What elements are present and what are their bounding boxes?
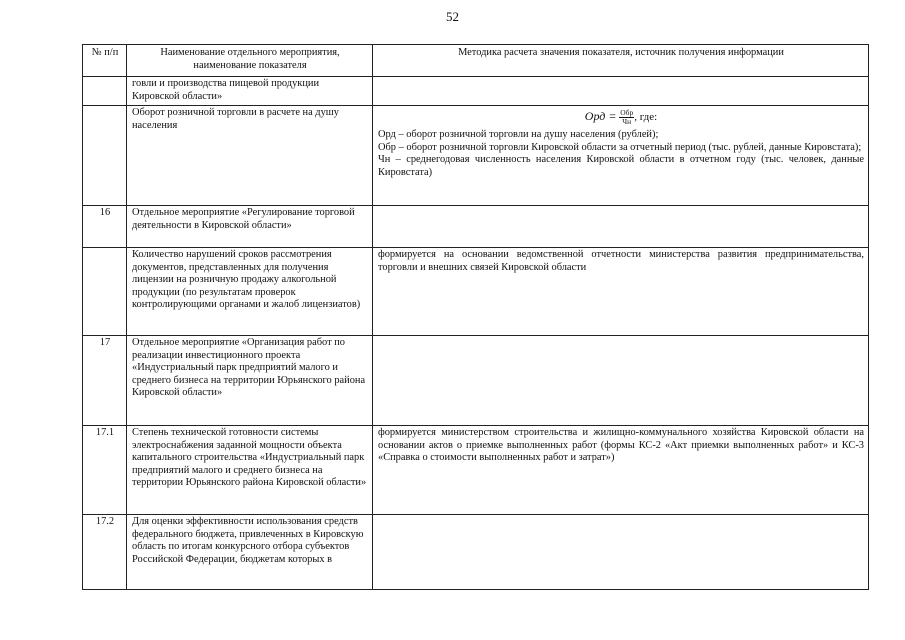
- row-name: Оборот розничной торговли в расчете на душу населения: [127, 106, 373, 206]
- row-method: [373, 106, 869, 206]
- formula-definition: Чн – среднегодовая численность населения Кировской области в отчетном году (тыс. человек, данные Кировстата): [378, 154, 864, 178]
- row-num: 17.2: [83, 515, 127, 590]
- row-num: 17: [83, 336, 127, 426]
- table-row: [83, 106, 869, 206]
- page-number: 52: [446, 9, 459, 24]
- formula-fraction: [619, 109, 634, 126]
- header-name: Наименование отдельного мероприятия, наименование показателя: [127, 45, 373, 77]
- header-num: № п/п: [83, 45, 127, 77]
- table-header-row: [83, 45, 869, 77]
- row-name: Отдельное мероприятие «Организация работ по реализации инвестиционного проекта «Индустриальный парк предприятий малого и среднего бизнеса на территории Юрьянского района Кировской области»: [127, 336, 373, 426]
- table-row: [83, 515, 869, 590]
- row-method: формируется на основании ведомственной отчетности министерства развития предпринимательства, торговли и внешних связей Кировской области: [373, 248, 869, 336]
- formula-suffix: , где:: [634, 111, 658, 124]
- formula-lhs: Орд =: [584, 109, 617, 124]
- formula-definition: Обр – оборот розничной торговли Кировской области за отчетный период (тыс. рублей, данные Кировстата);: [378, 141, 862, 153]
- header-method: Методика расчета значения показателя, источник получения информации: [373, 45, 869, 77]
- formula-definition: Орд – оборот розничной торговли на душу населения (рублей);: [378, 129, 659, 140]
- row-num: [83, 77, 127, 106]
- row-method: [373, 206, 869, 248]
- row-name: Отдельное мероприятие «Регулирование торговой деятельности в Кировской области»: [127, 206, 373, 248]
- table-row: [83, 248, 869, 336]
- table-row: [83, 77, 869, 106]
- row-name: Количество нарушений сроков рассмотрения документов, представленных для получения лицензии на розничную продажу алкогольной продукции (по результатам проверок контролирующими органами и жалоб лицензиатов): [127, 248, 373, 336]
- row-num: 16: [83, 206, 127, 248]
- row-name: Для оценки эффективности использования средств федерального бюджета, привлеченных в Кировскую область по итогам конкурсного отбора субъектов Российской Федерации, бюджетам которых в: [127, 515, 373, 590]
- formula-denominator: Чн: [622, 117, 632, 126]
- table-row: [83, 336, 869, 426]
- table-row: [83, 426, 869, 515]
- row-name: Степень технической готовности системы электроснабжения заданной мощности объекта капитального строительства «Индустриальный парк предприятий малого и среднего бизнеса на территории Юрьянского района Кировской области»: [127, 426, 373, 515]
- row-method: [373, 336, 869, 426]
- row-name: говли и производства пищевой продукции Кировской области»: [127, 77, 373, 106]
- indicator-methodology-table: [82, 44, 869, 590]
- row-method: формируется министерством строительства и жилищно-коммунального хозяйства Кировской области на основании актов о приемке выполненных работ (формы КС-2 «Акт приемки выполненных работ» и КС-3 «Справка о стоимости выполненных работ и затрат»): [373, 426, 869, 515]
- row-method: [373, 77, 869, 106]
- formula: [378, 109, 864, 126]
- row-num: [83, 248, 127, 336]
- row-method: [373, 515, 869, 590]
- row-num: 17.1: [83, 426, 127, 515]
- formula-numerator: Обр: [620, 108, 634, 117]
- row-num: [83, 106, 127, 206]
- table-row: [83, 206, 869, 248]
